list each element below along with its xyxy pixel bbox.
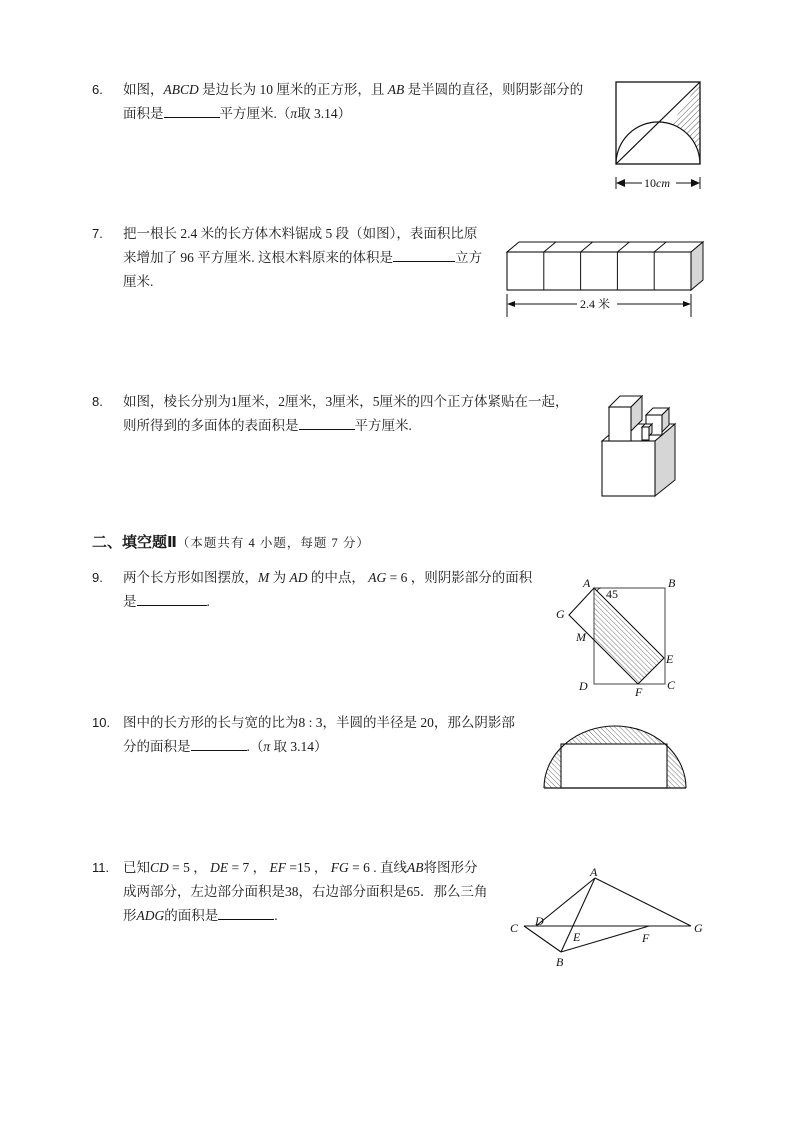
line-cb <box>524 926 561 952</box>
question-text-line <box>123 735 543 759</box>
dimension-label: 10cm <box>644 176 670 190</box>
pi-symbol: π <box>290 106 298 121</box>
question-text-line <box>123 856 523 880</box>
question-text-line <box>123 246 503 270</box>
answer-blank[interactable] <box>137 590 207 606</box>
text: = 6 ，则阴影部分的面积 <box>386 570 533 585</box>
question-text-line <box>123 414 613 438</box>
section-heading <box>92 531 370 552</box>
question-text-line: 厘米. <box>123 274 154 289</box>
math-var: CD <box>150 860 169 875</box>
figure-q8-stacked-cubes <box>600 390 680 500</box>
angle-label: 45 <box>606 587 618 601</box>
cuboid-front <box>507 252 691 290</box>
question-number: 6. <box>92 82 103 97</box>
shaded-region <box>671 82 700 164</box>
text: 将图形分 <box>423 860 478 875</box>
math-var: AG <box>368 570 387 585</box>
text: 是 <box>123 594 137 609</box>
question-number: 11. <box>92 860 110 875</box>
text: 为 <box>269 570 290 585</box>
question-number: 8. <box>92 394 103 409</box>
text: = 7 ， <box>228 860 270 875</box>
cube-1cm <box>642 427 649 440</box>
question-number: 9. <box>92 570 103 585</box>
question-text-line <box>123 904 523 928</box>
text: . <box>206 594 210 609</box>
text: 取 3.14） <box>270 739 328 754</box>
text: 取 3.14） <box>297 106 352 121</box>
math-var: AB <box>387 82 405 97</box>
text: .（ <box>246 739 264 754</box>
cube-5cm <box>602 441 655 496</box>
answer-blank[interactable] <box>164 102 220 118</box>
label-B: B <box>668 576 676 590</box>
arrow-left-icon <box>507 301 515 307</box>
label-A: A <box>583 576 591 590</box>
label-B: B <box>556 955 564 969</box>
pi-symbol: π <box>263 739 271 754</box>
text: 平方厘米.（ <box>219 106 291 121</box>
question-number: 10. <box>92 715 111 730</box>
shaded-region <box>594 588 664 684</box>
label-C: C <box>510 921 519 935</box>
label-D: D <box>535 914 544 928</box>
text: = 5 ， <box>168 860 211 875</box>
text: 的面积是 <box>164 908 219 923</box>
text: 来增加了 96 平方厘米. 这根木料原来的体积是 <box>123 250 393 265</box>
math-var: AB <box>407 860 424 875</box>
section-title: 二、填空题Ⅱ <box>92 533 177 551</box>
text: =15 ， <box>286 860 331 875</box>
question-text-line: 如图，棱长分别为1厘米，2厘米，3厘米，5厘米的四个正方体紧贴在一起， <box>123 394 569 409</box>
arrow-right-icon <box>691 179 700 187</box>
cube-3cm <box>609 407 631 441</box>
figure-q6-square-semicircle <box>612 78 707 196</box>
label-A: A <box>590 865 598 879</box>
dimension-label: 2.4 米 <box>580 297 611 311</box>
text: 立方 <box>455 250 482 265</box>
label-D: D <box>579 679 588 693</box>
text: 如图， <box>123 82 164 97</box>
question-text-line: 把一根长 2.4 米的长方体木料锯成 5 段（如图），表面积比原 <box>123 226 478 241</box>
label-C: C <box>667 678 676 692</box>
math-var: AD <box>289 570 308 585</box>
answer-blank[interactable] <box>191 735 247 751</box>
answer-blank[interactable] <box>218 904 274 920</box>
text: 是半圆的直径，则阴影部分的 <box>404 82 584 97</box>
math-var: ADG <box>136 908 165 923</box>
question-text-line <box>123 102 603 126</box>
text: 是边长为 10 厘米的正方形，且 <box>198 82 388 97</box>
label-F: F <box>635 685 643 699</box>
math-var: EF <box>269 860 287 875</box>
rectangle <box>561 744 667 788</box>
text: 已知 <box>123 860 150 875</box>
label-F: F <box>642 931 650 945</box>
text: 形 <box>123 908 137 923</box>
text: = 6 . 直线 <box>348 860 408 875</box>
math-var: FG <box>330 860 349 875</box>
math-var: M <box>258 570 270 585</box>
answer-blank[interactable] <box>299 414 355 430</box>
line-ag <box>595 878 691 926</box>
label-E: E <box>666 652 674 666</box>
question-text-line <box>123 566 563 590</box>
figure-q9-rectangles <box>552 576 692 699</box>
question-text-line: 成两部分，左边部分面积是38，右边部分面积是65．那么三角 <box>123 884 488 899</box>
text: 面积是 <box>123 106 164 121</box>
label-E: E <box>573 930 581 944</box>
question-number: 7. <box>92 226 103 241</box>
arrow-right-icon <box>683 301 691 307</box>
label-G: G <box>694 921 703 935</box>
text: . <box>274 908 278 923</box>
text: 两个长方形如图摆放， <box>123 570 258 585</box>
label-M: M <box>576 630 586 644</box>
section-note: （本题共有 4 小题，每题 7 分） <box>176 536 370 550</box>
text: 则所得到的多面体的表面积是 <box>123 418 299 433</box>
line-da <box>536 878 595 926</box>
text: 分的面积是 <box>123 739 191 754</box>
figure-q11-triangles <box>506 864 711 972</box>
answer-blank[interactable] <box>393 246 455 262</box>
text: 平方厘米. <box>354 418 412 433</box>
question-text-line <box>123 590 563 614</box>
figure-q7-cuboid <box>505 240 705 320</box>
arrow-left-icon <box>616 179 625 187</box>
question-text-line: 图中的长方形的长与宽的比为8 : 3，半圆的半径是 20，那么阴影部 <box>123 715 515 730</box>
label-G: G <box>556 607 565 621</box>
math-var: DE <box>210 860 229 875</box>
figure-q10-semicircle-rectangle <box>540 712 690 792</box>
text: 的中点， <box>307 570 369 585</box>
math-var: ABCD <box>163 82 199 97</box>
question-text-line <box>123 78 603 102</box>
